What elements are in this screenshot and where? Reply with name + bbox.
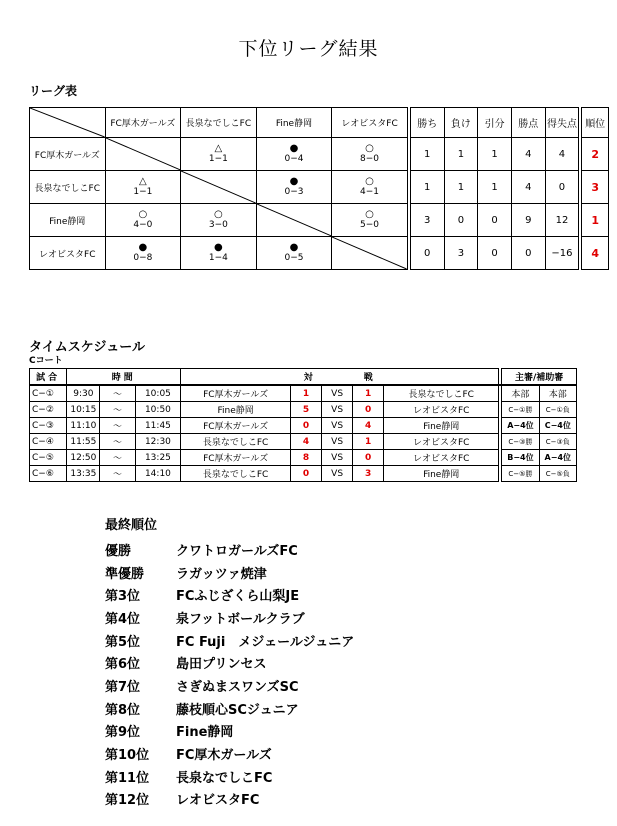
start-time: 12:50 [67,450,100,466]
stat-losses: 1 [444,138,478,171]
rank-value: 2 [582,138,609,171]
main-referee: C−③勝 [502,434,539,450]
stat-goal-diff: −16 [545,237,579,270]
final-team: FC Fuji メジェールジュニア [176,634,355,650]
stat-draws: 0 [478,237,512,270]
main-referee: C−①勝 [502,402,539,418]
final-team: クワトロガールズFC [176,543,298,559]
league-row [30,237,609,270]
stat-wins: 3 [410,204,444,237]
assistant-referee: 本部 [539,385,576,402]
match-result-cell [105,237,181,270]
match-result-cell [332,204,408,237]
stat-draws: 1 [478,138,512,171]
home-team: 長泉なでしこFC [181,434,291,450]
end-time: 10:50 [135,402,181,418]
final-standing-row [105,606,354,629]
self-match-diagonal-cell [105,138,181,171]
home-team: FC厚木ガールズ [181,418,291,434]
match-result-cell [332,138,408,171]
self-match-diagonal-cell [332,237,408,270]
final-place: 第8位 [105,702,141,718]
schedule-row [30,402,577,418]
league-row-team: Fine静岡 [30,204,106,237]
corner-diagonal-cell [30,108,106,138]
header-team-4: レオビスタFC [332,108,408,138]
stat-points: 9 [511,204,545,237]
start-time: 10:15 [67,402,100,418]
self-match-diagonal-cell [256,204,332,237]
result-mark-icon: ● [289,176,299,187]
away-score: 3 [353,466,384,482]
vs-label: VS [322,434,353,450]
final-place: 第12位 [105,793,150,809]
match-result-cell [256,171,332,204]
start-time: 13:35 [67,466,100,482]
home-score: 8 [291,450,322,466]
vs-label: VS [322,466,353,482]
stat-losses: 1 [444,171,478,204]
away-team: Fine静岡 [384,418,499,434]
away-score: 0 [353,450,384,466]
league-row [30,171,609,204]
away-team: 長泉なでしこFC [384,385,499,402]
away-team: レオビスタFC [384,402,499,418]
result-mark-icon: △ [138,176,147,187]
end-time: 13:25 [135,450,181,466]
header-goal-diff: 得失点 [545,108,579,138]
end-time: 12:30 [135,434,181,450]
match-id: C−② [30,402,67,418]
header-team-1: FC厚木ガールズ [105,108,181,138]
result-score: 0−5 [284,253,304,263]
header-versus: 対 戦 [181,369,499,386]
result-mark-icon: ○ [365,209,374,220]
final-standing-row [105,788,354,811]
assistant-referee: A−4位 [539,450,576,466]
header-time: 時間 [67,369,181,386]
final-place: 第9位 [105,725,141,741]
result-score: 3−0 [208,220,228,230]
league-row [30,204,609,237]
stat-losses: 0 [444,204,478,237]
home-team: FC厚木ガールズ [181,450,291,466]
result-score: 1−4 [208,253,228,263]
schedule-row [30,385,577,402]
vs-label: VS [322,385,353,402]
rank-value: 4 [582,237,609,270]
home-team: Fine静岡 [181,402,291,418]
assistant-referee: C−4位 [539,418,576,434]
main-referee: C−⑤勝 [502,466,539,482]
vs-label: VS [322,450,353,466]
home-team: 長泉なでしこFC [181,466,291,482]
away-score: 1 [353,434,384,450]
header-team-3: Fine静岡 [256,108,332,138]
match-id: C−④ [30,434,67,450]
final-team: さぎぬまスワンズSC [176,679,299,695]
header-points: 勝点 [511,108,545,138]
match-id: C−⑥ [30,466,67,482]
final-team: FCふじざくら山梨JE [176,589,300,605]
league-row-team: レオビスタFC [30,237,106,270]
match-result-cell [181,138,257,171]
end-time: 11:45 [135,418,181,434]
match-result-cell [105,204,181,237]
final-team: FC厚木ガールズ [176,748,272,764]
rank-value: 3 [582,171,609,204]
main-referee: A−4位 [502,418,539,434]
vs-label: VS [322,402,353,418]
final-team: 島田プリンセス [176,657,267,673]
result-score: 1−1 [133,187,153,197]
away-score: 0 [353,402,384,418]
time-tilde: 〜 [100,402,135,418]
main-referee: B−4位 [502,450,539,466]
result-score: 0−3 [284,187,304,197]
start-time: 11:55 [67,434,100,450]
header-team-2: 長泉なでしこFC [181,108,257,138]
match-result-cell [256,138,332,171]
header-rank: 順位 [582,108,609,138]
match-result-cell [181,237,257,270]
final-standing-row [105,765,354,788]
home-team: FC厚木ガールズ [181,385,291,402]
final-place: 第7位 [105,679,141,695]
final-place: 第6位 [105,657,141,673]
final-place: 第5位 [105,634,141,650]
result-score: 0−4 [284,154,304,164]
final-standing-row [105,561,354,584]
header-referee: 主審/補助審 [502,369,577,386]
end-time: 14:10 [135,466,181,482]
league-row-team: 長泉なでしこFC [30,171,106,204]
stat-points: 0 [511,237,545,270]
stat-wins: 1 [410,171,444,204]
assistant-referee: C−⑤負 [539,466,576,482]
stat-goal-diff: 4 [545,138,579,171]
final-standing-row [105,583,354,606]
league-row-team: FC厚木ガールズ [30,138,106,171]
final-standing-row [105,674,354,697]
stat-losses: 3 [444,237,478,270]
final-team: Fine静岡 [176,725,234,741]
result-mark-icon: △ [214,143,223,154]
result-mark-icon: ○ [365,143,374,154]
assistant-referee: C−③負 [539,434,576,450]
match-id: C−① [30,385,67,402]
result-mark-icon: ● [138,242,148,253]
result-mark-icon: ● [289,242,299,253]
result-score: 0−8 [133,253,153,263]
final-place: 第11位 [105,770,150,786]
final-team: ラガッツァ焼津 [176,566,267,582]
stat-points: 4 [511,138,545,171]
stat-goal-diff: 0 [545,171,579,204]
result-mark-icon: ● [214,242,223,253]
final-place: 第4位 [105,611,141,627]
final-standing-row [105,720,354,743]
match-result-cell [332,171,408,204]
vs-label: VS [322,418,353,434]
match-id: C−③ [30,418,67,434]
header-match: 試合 [30,369,67,386]
final-place: 第10位 [105,748,150,764]
match-result-cell [181,204,257,237]
match-id: C−⑤ [30,450,67,466]
league-row [30,138,609,171]
rank-value: 1 [582,204,609,237]
self-match-diagonal-cell [181,171,257,204]
page-title: 下位リーグ結果 [238,38,379,60]
home-score: 5 [291,402,322,418]
result-score: 5−0 [360,220,380,230]
header-losses: 負け [444,108,478,138]
home-score: 0 [291,418,322,434]
result-score: 4−1 [360,187,380,197]
home-score: 0 [291,466,322,482]
stat-points: 4 [511,171,545,204]
court-label: Cコート [29,356,63,366]
schedule-header-row [30,369,577,386]
assistant-referee: C−①負 [539,402,576,418]
main-referee: 本部 [502,385,539,402]
schedule-row [30,418,577,434]
final-team: 泉フットボールクラブ [176,611,305,627]
schedule-row [30,450,577,466]
final-standing-row [105,629,354,652]
schedule-label: タイムスケジュール [29,340,145,355]
time-tilde: 〜 [100,450,135,466]
stat-draws: 1 [478,171,512,204]
away-score: 4 [353,418,384,434]
stat-goal-diff: 12 [545,204,579,237]
league-table-label: リーグ表 [29,84,78,98]
league-table [29,107,609,270]
final-standing-row [105,651,354,674]
final-standing-row [105,538,354,561]
end-time: 10:05 [135,385,181,402]
final-standing-row [105,697,354,720]
final-place: 優勝 [105,543,132,559]
away-team: レオビスタFC [384,434,499,450]
final-team: レオビスタFC [176,793,260,809]
stat-draws: 0 [478,204,512,237]
stat-wins: 1 [410,138,444,171]
time-tilde: 〜 [100,385,135,402]
final-team: 長泉なでしこFC [176,770,273,786]
result-score: 8−0 [360,154,380,164]
match-result-cell [256,237,332,270]
schedule-table [29,368,577,482]
final-place: 第3位 [105,589,141,605]
result-mark-icon: ○ [214,209,223,220]
stat-wins: 0 [410,237,444,270]
away-team: Fine静岡 [384,466,499,482]
start-time: 9:30 [67,385,100,402]
schedule-row [30,434,577,450]
start-time: 11:10 [67,418,100,434]
final-standings-label: 最終順位 [105,518,158,533]
result-mark-icon: ● [289,143,299,154]
time-tilde: 〜 [100,434,135,450]
result-score: 4−0 [133,220,153,230]
match-result-cell [105,171,181,204]
result-mark-icon: ○ [365,176,374,187]
result-mark-icon: ○ [138,209,148,220]
away-team: レオビスタFC [384,450,499,466]
time-tilde: 〜 [100,466,135,482]
home-score: 4 [291,434,322,450]
final-standings-list [105,538,354,810]
header-wins: 勝ち [410,108,444,138]
schedule-row [30,466,577,482]
league-header-row [30,108,609,138]
result-score: 1−1 [208,154,228,164]
final-team: 藤枝順心SCジュニア [176,702,299,718]
final-place: 準優勝 [105,566,145,582]
header-draws: 引分 [478,108,512,138]
final-standing-row [105,742,354,765]
away-score: 1 [353,385,384,402]
time-tilde: 〜 [100,418,135,434]
home-score: 1 [291,385,322,402]
